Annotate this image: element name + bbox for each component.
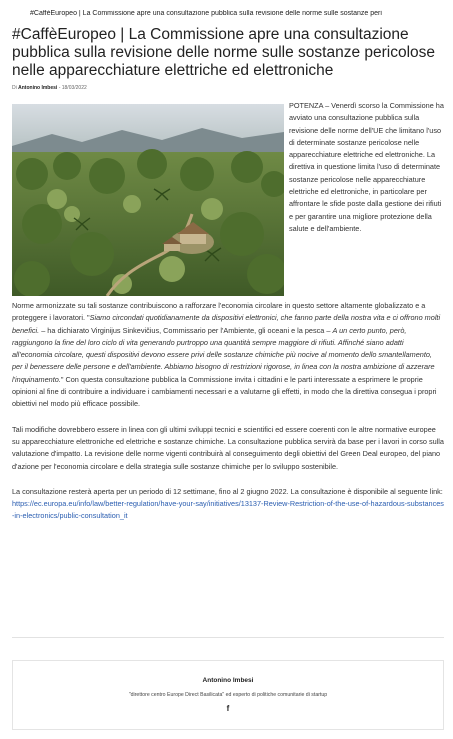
byline [12,85,87,91]
paragraph-2-text-c: " Con questa consultazione pubblica la Commissione invita i cittadini e le parti interessate a esprimere le proprie opinioni al fine di contribuire a individuare i cambiamenti necessari e a valutarne gli effetti, in modo che la direttiva consegua i propri obiettivi nel modo più efficace possibile. [12,374,437,409]
facebook-icon[interactable]: f [226,704,230,713]
paragraph-3: Tali modifiche dovrebbero essere in linea con gli ultimi sviluppi tecnici e scientifici ed essere coerenti con le altre normative europee su apparecchiature elettroniche ed elettriche e sostanze chimiche. La consultazione pubblica servirà da base per i lavori in corso sulla valutazione d'impatto. La revisione delle norme vigenti contribuirà al conseguimento degli obiettivi del Green Deal europeo, del piano d'azione per l'economia circolare e della strategia sulle sostanze chimiche per lo sviluppo sostenibile. [12,424,444,471]
byline-prefix: Di [12,85,17,91]
paragraph-4-text: La consultazione resterà aperta per un periodo di 12 settimane, fino al 2 giugno 2022. La consultazione è disponibile al seguente link: [12,486,443,496]
quote-2: A un certo punto, però, raggiungono la fine del loro ciclo di vita generando purtroppo una quantità sempre maggiore di rifiuti. Affinché siano adatti all'economia circolare, questi dispositivi devono essere privi delle sostanze chimiche più nocive al momento dello smantellamento, per il benessere delle persone e dell'ambiente. Abbiamo bisogno di restrizioni rigorose, in linea con la nostra ambizione di azzerare l'inquinamento. [12,325,435,384]
breadcrumb-title: #CaffèEuropeo | La Commissione apre una consultazione pubblica sulla revisione delle norme sulle sostanze peri [30,10,382,17]
image-float-spacer [12,100,289,300]
author-box [12,660,444,730]
paragraph-2-text-a: Norme armonizzate su tali sostanze contribuiscono a rafforzare l'economia circolare in questo settore altamente globalizzato e a proteggere i lavoratori. " [12,301,426,323]
consultation-link[interactable]: https://ec.europa.eu/info/law/better-regulation/have-your-say/initiatives/13137-Review-Restriction-of-the-use-of-hazardous-substances-in-electronics/public-consultation_it [12,499,444,521]
page-title: #CaffèEuropeo | La Commissione apre una consultazione pubblica sulla revisione delle norme sulle sostanze pericolose nelle apparecchiature elettriche ed elettroniche [12,26,436,79]
publish-date: - 18/03/2022 [58,85,87,91]
paragraph-4 [12,486,444,523]
author-link[interactable]: Antonino Imbesi [18,85,58,91]
quote-1: Siamo circondati quotidianamente da dispositivi elettronici, che fanno parte della nostra vita e ci offrono molti benefici. [12,313,441,335]
paragraph-1-text: – Venerdì scorso la Commissione ha avviato una consultazione pubblica sulla revisione delle norme dell'UE che limitano l'uso di determinate sostanze pericolose nelle apparecchiature elettriche ed elettroniche. La direttiva in questione limita l'uso di determinate sostanze pericolose nelle apparecchiature elettriche ed elettroniche, in particolare per affrontare le sfide poste dalla gestione dei rifiuti e per garantire una migliore protezione della salute e dell'ambiente. [289,101,444,233]
paragraph-2 [12,300,444,411]
author-box-description: "direttore centro Europe Direct Basilicata" ed esperto di politiche comunitarie di startup [128,692,328,698]
paragraph-2-text-b: – ha dichiarato Virginijus Sinkevičius, Commissario per l'Ambiente, gli oceani e la pesca – [39,325,333,335]
author-box-name[interactable]: Antonino Imbesi [202,677,254,684]
dateline: POTENZA [289,101,324,110]
divider [12,637,444,638]
article-body [12,100,444,536]
